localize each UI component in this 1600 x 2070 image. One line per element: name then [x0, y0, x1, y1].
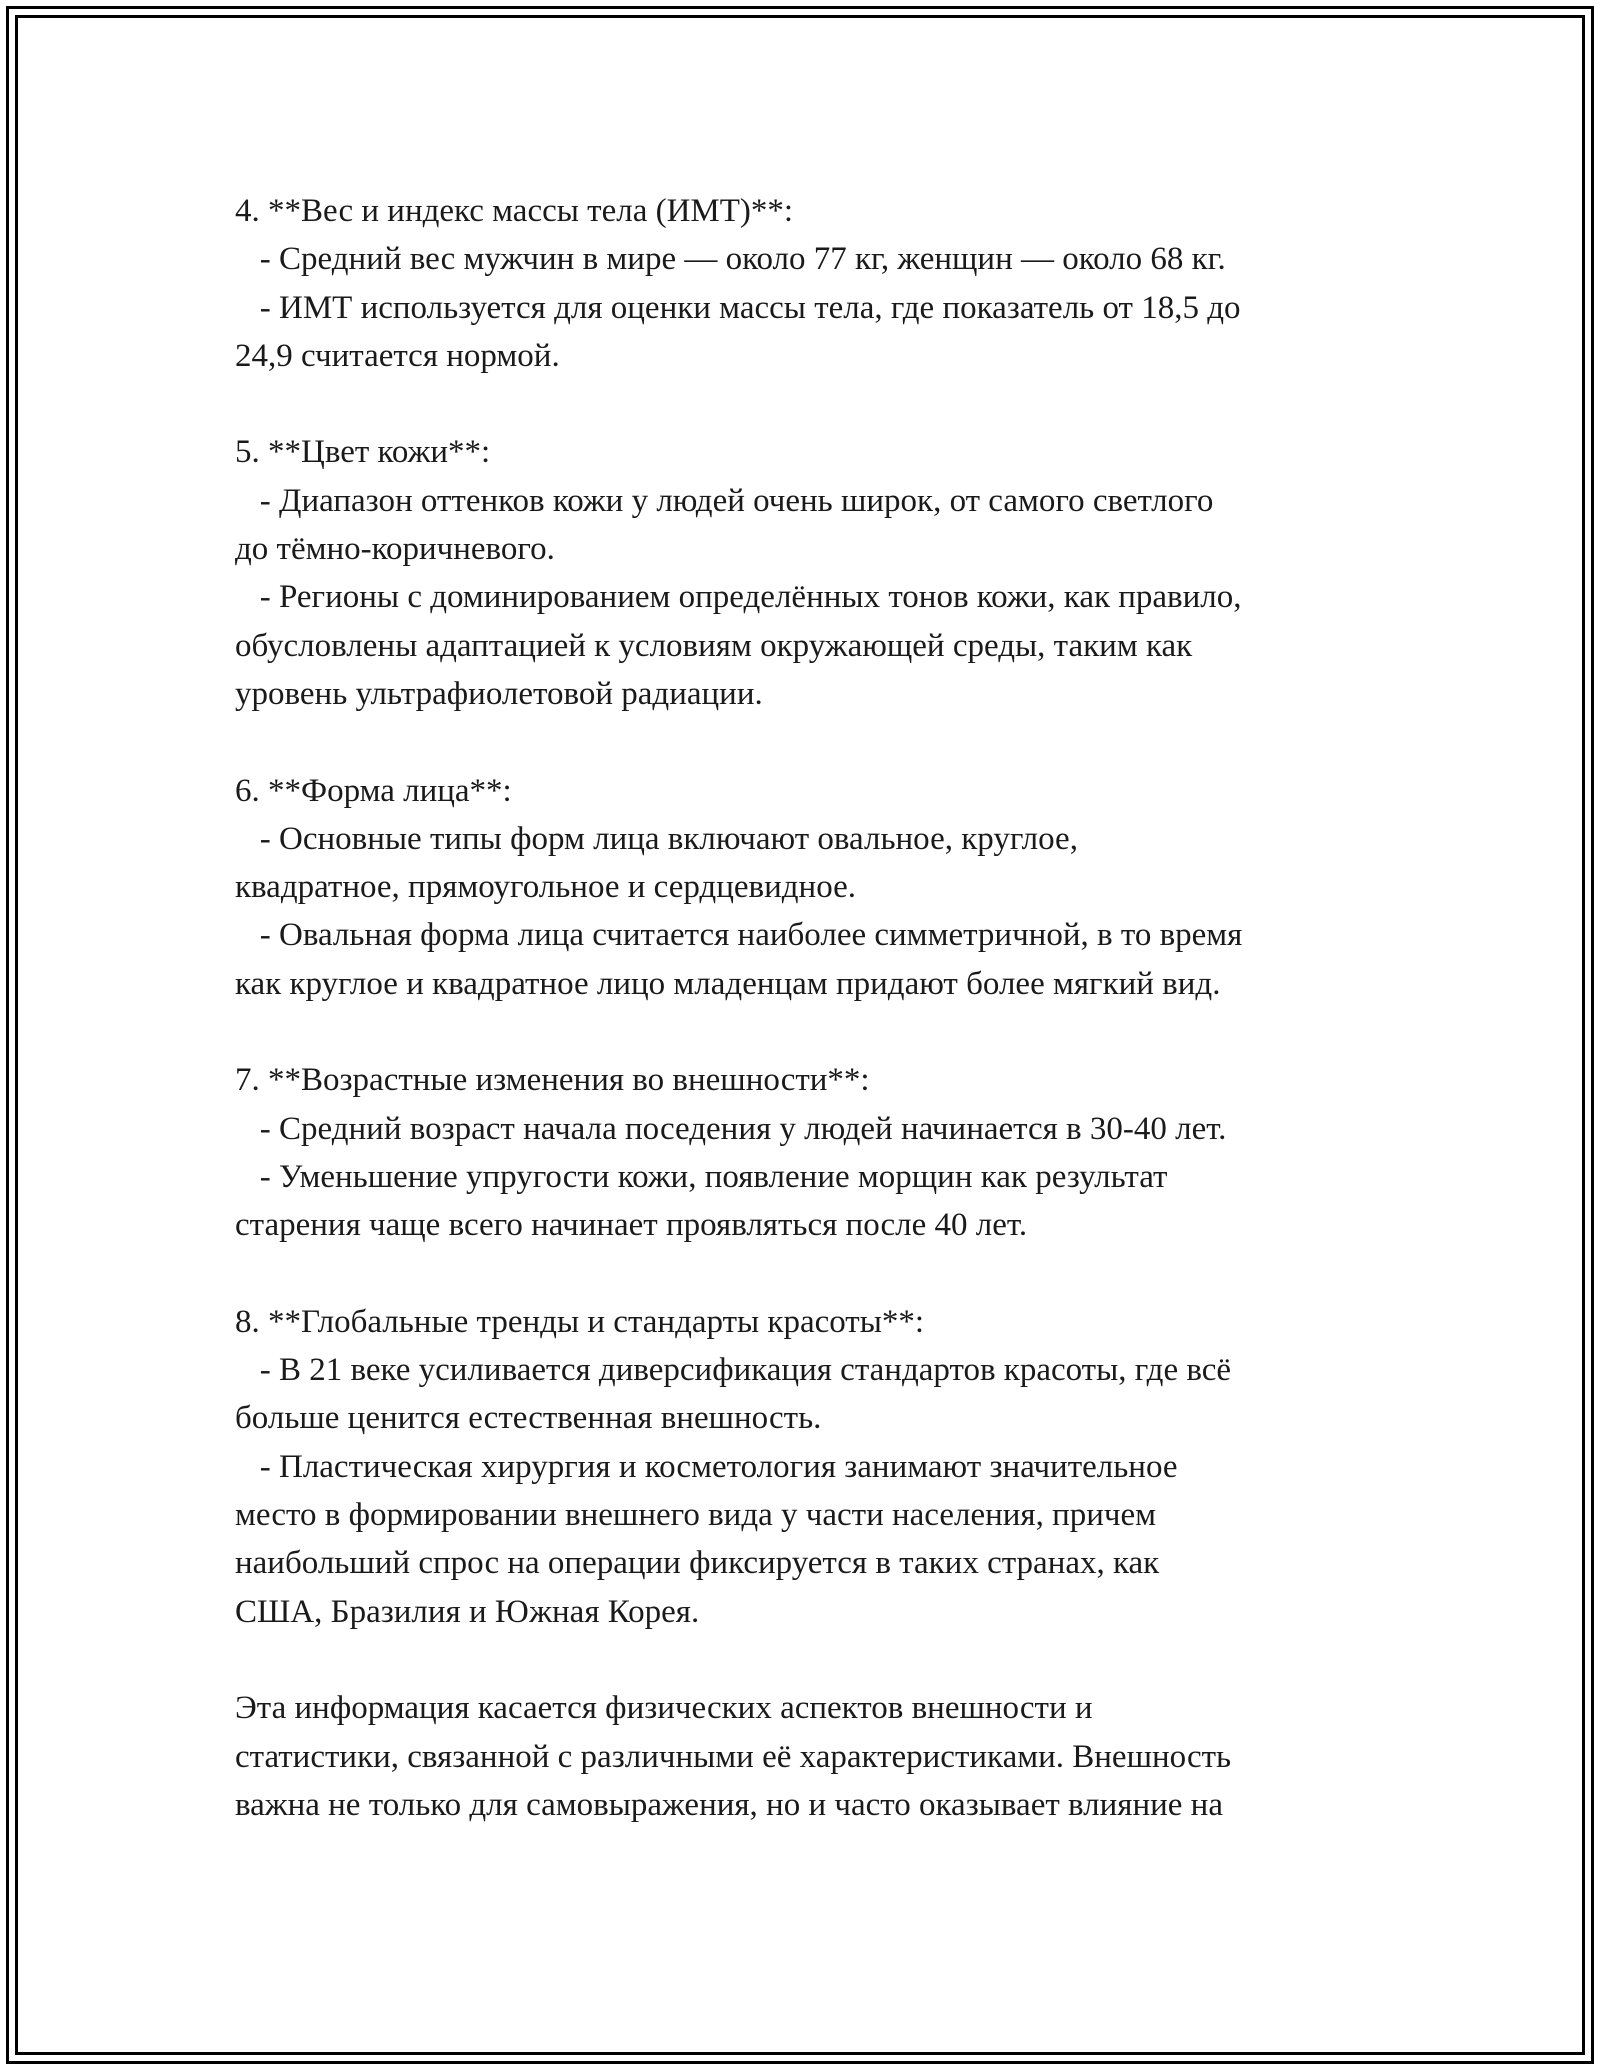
text-line: - Пластическая хирургия и косметология занимают значительное — [235, 1448, 1178, 1485]
text-line: США, Бразилия и Южная Корея. — [235, 1593, 700, 1630]
text-line: 6. **Форма лица**: — [235, 772, 512, 809]
text-line: наибольший спрос на операции фиксируется в таких странах, как — [235, 1545, 1160, 1582]
text-line: квадратное, прямоугольное и сердцевидное. — [235, 869, 857, 906]
document-body — [235, 187, 1395, 1829]
text-line: - Уменьшение упругости кожи, появление морщин как результат — [235, 1158, 1168, 1195]
text-line: 8. **Глобальные тренды и стандарты красоты**: — [235, 1303, 925, 1340]
text-line: - Средний возраст начала поседения у людей начинается в 30-40 лет. — [235, 1110, 1227, 1147]
text-line: обусловлены адаптацией к условиям окружающей среды, таким как — [235, 627, 1193, 664]
text-line: - Овальная форма лица считается наиболее симметричной, в то время — [235, 917, 1243, 954]
text-line — [235, 1008, 1395, 1056]
text-line: Эта информация касается физических аспектов внешности и — [235, 1690, 1093, 1727]
text-line — [235, 380, 1395, 428]
text-line: старения чаще всего начинает проявляться после 40 лет. — [235, 1207, 1028, 1244]
text-line — [235, 1636, 1395, 1684]
text-line: - Диапазон оттенков кожи у людей очень широк, от самого светлого — [235, 482, 1214, 519]
text-line: до тёмно-коричневого. — [235, 531, 555, 568]
text-line: - Регионы с доминированием определённых тонов кожи, как правило, — [235, 579, 1242, 616]
text-line: как круглое и квадратное лицо младенцам придают более мягкий вид. — [235, 965, 1221, 1002]
text-line: важна не только для самовыражения, но и часто оказывает влияние на — [235, 1786, 1223, 1823]
text-line: статистики, связанной с различными её характеристиками. Внешность — [235, 1738, 1232, 1775]
text-line: - Основные типы форм лица включают овальное, круглое, — [235, 820, 1078, 857]
text-line: - В 21 веке усиливается диверсификация стандартов красоты, где всё — [235, 1352, 1232, 1389]
text-line: 4. **Вес и индекс массы тела (ИМТ)**: — [235, 193, 794, 229]
text-line — [235, 718, 1395, 766]
text-line — [235, 1250, 1395, 1298]
text-line: - ИМТ используется для оценки массы тела, где показатель от 18,5 до — [235, 289, 1241, 326]
text-line: 24,9 считается нормой. — [235, 337, 560, 374]
text-line: - Средний вес мужчин в мире — около 77 кг, женщин — около 68 кг. — [235, 241, 1226, 278]
text-line: 7. **Возрастные изменения во внешности**: — [235, 1062, 870, 1099]
text-line: уровень ультрафиолетовой радиации. — [235, 675, 763, 712]
text-line: 5. **Цвет кожи**: — [235, 434, 491, 471]
text-line: больше ценится естественная внешность. — [235, 1400, 822, 1437]
text-line: место в формировании внешнего вида у части населения, причем — [235, 1497, 1157, 1534]
